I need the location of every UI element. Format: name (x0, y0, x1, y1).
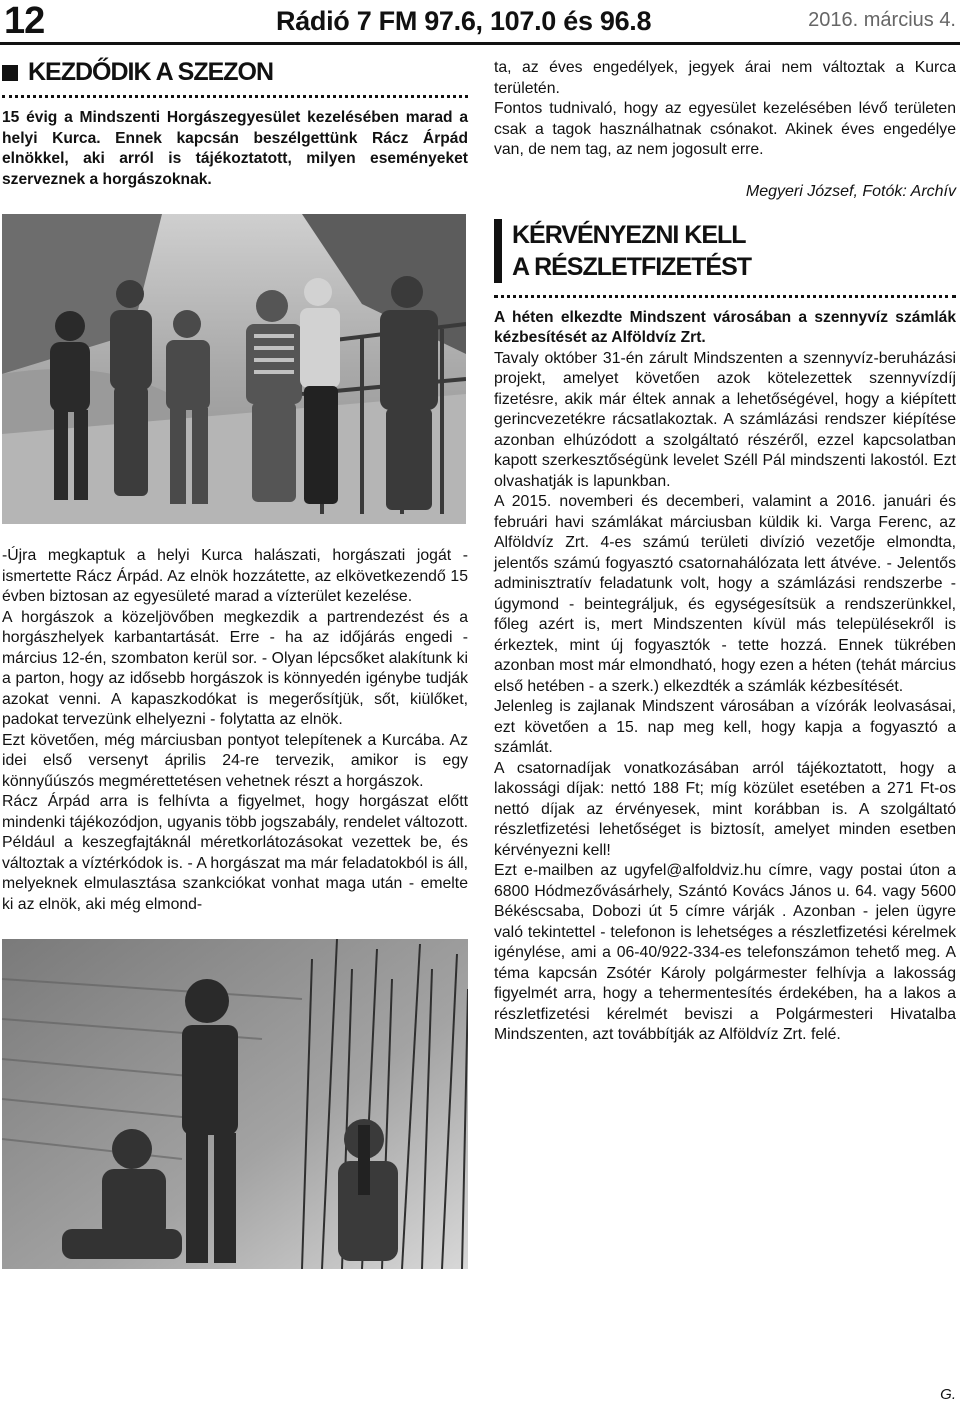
article-1-paragraph: -Újra megkaptuk a helyi Kurca halászati, horgászati jogát - ismertette Rácz Árpád. Az elnök hozzátette, az elkövetkezendő 15 évben biztosan az egyesületé marad a vízterület kezelése. (2, 547, 468, 605)
article-1-heading (2, 58, 468, 87)
right-column (494, 58, 956, 1046)
dotted-divider (2, 95, 468, 98)
header-rule (0, 42, 960, 45)
article-2-title-line-1: KÉRVÉNYEZNI KELL (512, 220, 746, 249)
article-2-signature: G. (940, 1386, 956, 1403)
article-2-paragraph: Tavaly október 31-én zárult Mindszenten a szennyvíz-beruházási projekt, amelyet követően azok kötelezettek szennyvízdíj fizetésre, akik már éltek annak a lehetőségével, hogy a kiépített gerincvezetékre rácsatlakoztak. A számlázási rendszer kiépítése azonban elhúzódott a szolgáltató részéről, ezzel kapcsolatban kapott szerkesztőségünk levelet Széll Pál mindszenti lakostól. Ezt olvashatják is lapunkban. (494, 349, 956, 490)
article-1-paragraph: Ezt követően, még márciusban pontyot telepítenek a Kurcába. Az idei első versenyt április 24-re tervezik, amikor is egy könnyűúszós megmérettetésen vehetnek részt a horgászok. (2, 731, 468, 790)
heading-bar-icon (494, 219, 502, 283)
photo-anglers-group-image (2, 214, 466, 524)
article-1-left-column (2, 58, 468, 1269)
article-1-paragraph: Fontos tudnivaló, hogy az egyesület kezelésében lévő területen csak a tagok használhatnak csónakot. Akinek éves engedélye van, de nem tag, az nem jogosult erre. (494, 100, 956, 158)
photo-anglers-reeds-image (2, 939, 468, 1269)
article-2-paragraph: Ezt e-mailben az ugyfel@alfoldviz.hu címre, vagy postai úton a 6800 Hódmezővásárhely, Szántó Kovács János u. 64. vagy 5600 Békéscsaba, Dobozi út 5 címre várják . Azonban - jelen ügyre való tekintettel - telefonon is lehetséges a részletfizetési kérelmek igénylése, ami a 06-40/922-334-es telefonszámon tehető meg. A téma kapcsán Zsótér Károly polgármester felhívja a lakosság figyelmét arra, hogy a tehermentesítés érdekében, ha a lakos a részletfizetési kérelmét beviszi a Polgármesteri Hivatalba Mindszenten, azt továbbítják az Alföldvíz Zrt. felé. (494, 862, 956, 1043)
issue-date: 2016. március 4. (808, 9, 956, 31)
article-1-lead: 15 évig a Mindszenti Horgászegyesület kezelésében marad a helyi Kurca. Ennek kapcsán beszélgettünk Rácz Árpád elnökkel, aki arról is tájékoztatott, milyen eseményeket szerveznek a horgászoknak. (2, 109, 468, 188)
publication-title: Rádió 7 FM 97.6, 107.0 és 96.8 (276, 6, 652, 36)
article-2-paragraph: Jelenleg is zajlanak Mindszent városában a vízórák leolvasásai, ezt követően a 15. nap meg kell, hogy kapja a fogyasztó a számlát. (494, 698, 956, 756)
article-1-paragraph: A horgászok a közeljövőben megkezdik a partrendezést és a horgászhelyek karbantartását. Erre - ha az időjárás engedi - március 12-én, szombaton kerül sor. - Olyan lépcsőket alakítunk ki a parton, hogy az idősebb horgászok is könnyedén igénybe tudják azokat venni. A kapaszkodókat is megerősítjük, sőt, kiülőket, padokat tervezünk elhelyezni - folytatta az elnök. (2, 608, 468, 728)
article-2-paragraph: A 2015. novemberi és decemberi, valamint a 2016. januári és februári havi számlákat márciusban küldik ki. Varga Ferenc, az Alföldvíz Zrt. 4-es számú területi divízió vezetője elmondta, jelentős számú fogyasztó csatornahálózata lett átvéve. - Jelentős adminisztratív feladatunk volt, hogy a számlázási rendszerbe - úgymond - beintegráljuk, és egységesítsük a rendszerünkkel, főleg azért is, mert Mindszenten kívül más településekről is érkeztek, mint új fogyasztók - tette hozzá. Ennek tükrében azonban most már elmondható, hogy ezen a héten (tehát március első hetében - a szerk.) elkezdték a számlák kézbesítését. (494, 493, 956, 695)
article-1-paragraph: Rácz Árpád arra is felhívta a figyelmet, hogy horgászat előtt mindenki tájékozódjon, ugyanis több jogszabály, rendelet változott. Például a keszegfajtáknál méretkorlátozásokat vezettek be, és változtak a víztérkódok is. - A horgászat ma már feladatokból is áll, melyeknek elmulasztása szankciókat vonhat maga után - emelte ki az elnök, aki még elmond- (2, 793, 469, 913)
article-2-body (494, 349, 956, 1046)
article-1-paragraph: ta, az éves engedélyek, jegyek árai nem változtak a Kurca területén. (494, 59, 956, 97)
article-1-byline: Megyeri József, Fotók: Archív (745, 182, 956, 200)
article-2-paragraph: A csatornadíjak vonatkozásában arról tájékoztatott, hogy a lakossági díjak: nettó 188 Ft; míg közület esetében a 271 Ft-os nettó díjak az érvényesek, mint korábban is. A szolgáltató részletfizetési lehetőséget is biztosít, amelyet minden esetben kérvényezni kell! (494, 759, 956, 859)
article-2-lead: A héten elkezdte Mindszent városában a szennyvíz számlák kézbesítését az Alföldvíz Zrt. (494, 308, 956, 346)
article-1-title: KEZDŐDIK A SZEZON (28, 58, 274, 86)
dotted-divider (494, 295, 956, 298)
article-2-heading (494, 219, 956, 283)
article-1-body-left (2, 546, 468, 915)
article-2-title-line-2: A RÉSZLETFIZETÉST (512, 252, 752, 281)
page-header (0, 0, 960, 42)
photo-anglers-reeds (2, 939, 468, 1269)
heading-square-icon (2, 65, 18, 81)
photo-anglers-group (2, 214, 466, 524)
page-number: 12 (4, 0, 45, 42)
article-1-body-right (494, 58, 956, 161)
